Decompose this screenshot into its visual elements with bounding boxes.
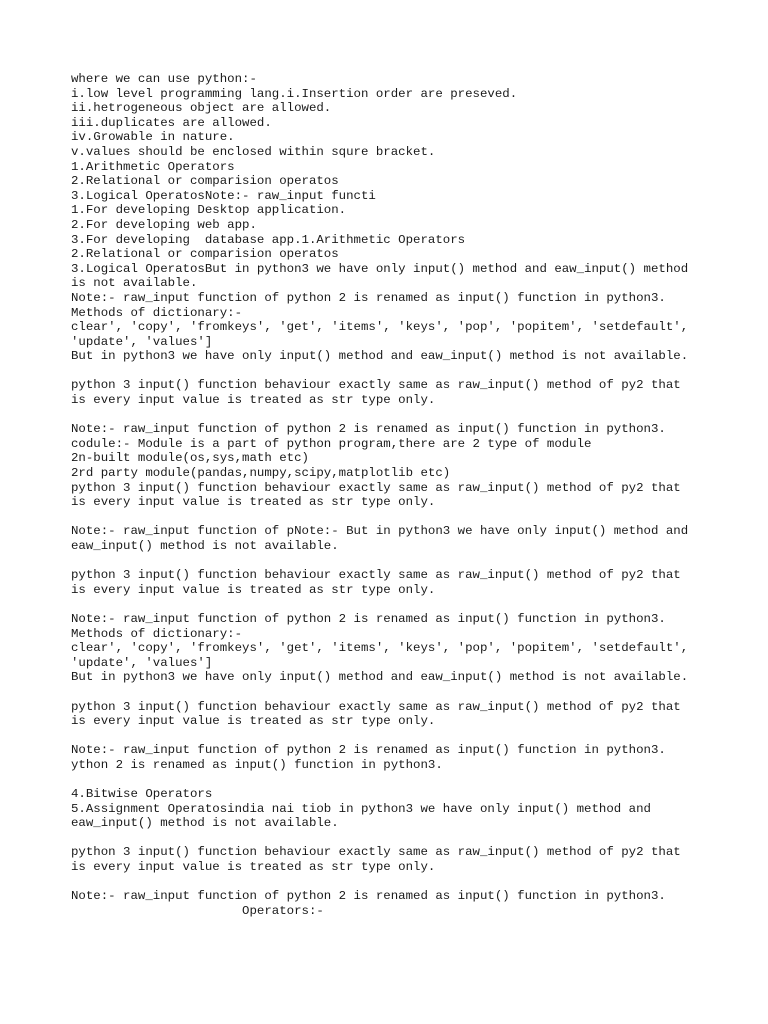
text-line: i.low level programming lang.i.Insertion order are preseved. xyxy=(71,86,518,101)
text-line: python 3 input() function behaviour exactly same as raw_input() method of py2 that xyxy=(71,378,681,393)
text-line xyxy=(71,831,711,846)
text-line: 3.Logical OperatosBut in python3 we have only input() method and eaw_input() method xyxy=(71,261,689,276)
text-line xyxy=(71,729,711,744)
text-line: Methods of dictionary:- xyxy=(71,626,243,641)
text-line: is every input value is treated as str type only. xyxy=(71,860,436,875)
text-line: 'update', 'values'] xyxy=(71,655,213,670)
text-line xyxy=(71,597,711,612)
text-line: is not available. xyxy=(71,276,198,291)
text-line: is every input value is treated as str type only. xyxy=(71,495,436,510)
text-line: ii.hetrogeneous object are allowed. xyxy=(71,101,332,116)
text-line: 3.Logical OperatosNote:- raw_input functi xyxy=(71,188,376,203)
text-line: iv.Growable in nature. xyxy=(71,130,235,145)
text-line: python 3 input() function behaviour exactly same as raw_input() method of py2 that xyxy=(71,568,681,583)
text-line: 2.Relational or comparision operatos xyxy=(71,174,339,189)
text-line: is every input value is treated as str type only. xyxy=(71,714,436,729)
text-line: clear', 'copy', 'fromkeys', 'get', 'items', 'keys', 'pop', 'popitem', 'setdefault', xyxy=(71,641,689,656)
text-line: python 3 input() function behaviour exactly same as raw_input() method of py2 that xyxy=(71,699,681,714)
text-line: Operators:- xyxy=(71,903,324,918)
text-line: python 3 input() function behaviour exactly same as raw_input() method of py2 that xyxy=(71,480,681,495)
text-line: Note:- raw_input function of python 2 is renamed as input() function in python3. xyxy=(71,290,666,305)
text-line xyxy=(71,554,711,569)
text-line: clear', 'copy', 'fromkeys', 'get', 'items', 'keys', 'pop', 'popitem', 'setdefault', xyxy=(71,320,689,335)
text-line: where we can use python:- xyxy=(71,72,257,86)
text-line: iii.duplicates are allowed. xyxy=(71,115,272,130)
text-line: eaw_input() method is not available. xyxy=(71,816,339,831)
text-line: 1.For developing Desktop application. xyxy=(71,203,347,218)
text-line: Methods of dictionary:- xyxy=(71,305,243,320)
text-line xyxy=(71,408,711,423)
text-line: is every input value is treated as str type only. xyxy=(71,393,436,408)
text-line: eaw_input() method is not available. xyxy=(71,539,339,553)
text-line: Note:- raw_input function of pNote:- But in python3 we have only input() method and xyxy=(71,524,689,539)
text-line xyxy=(71,875,711,890)
text-line: is every input value is treated as str type only. xyxy=(71,582,436,597)
text-line: 3.For developing database app.1.Arithmetic Operators xyxy=(71,232,466,247)
text-line: 5.Assignment Operatosindia nai tiob in python3 we have only input() method and xyxy=(71,801,651,816)
text-line xyxy=(71,773,711,788)
text-line: 2.For developing web app. xyxy=(71,217,257,232)
document-text xyxy=(71,72,711,918)
text-line xyxy=(71,510,711,525)
text-line: Note:- raw_input function of python 2 is renamed as input() function in python3. xyxy=(71,743,666,758)
text-line: ython 2 is renamed as input() function in python3. xyxy=(71,757,443,772)
text-line: python 3 input() function behaviour exactly same as raw_input() method of py2 that xyxy=(71,845,681,860)
text-line: 2n-built module(os,sys,math etc) xyxy=(71,451,309,466)
text-line: 2rd party module(pandas,numpy,scipy,matplotlib etc) xyxy=(71,466,451,481)
text-line: But in python3 we have only input() method and eaw_input() method is not available. xyxy=(71,349,689,364)
text-line xyxy=(71,685,711,700)
text-line: codule:- Module is a part of python program,there are 2 type of module xyxy=(71,436,592,451)
text-line: 2.Relational or comparision operatos xyxy=(71,247,339,262)
text-line: Note:- raw_input function of python 2 is renamed as input() function in python3. xyxy=(71,889,666,904)
text-line: 'update', 'values'] xyxy=(71,334,213,349)
text-line: But in python3 we have only input() method and eaw_input() method is not available. xyxy=(71,670,689,685)
text-line xyxy=(71,364,711,379)
text-line: v.values should be enclosed within squre bracket. xyxy=(71,144,436,159)
text-line: Note:- raw_input function of python 2 is renamed as input() function in python3. xyxy=(71,611,666,626)
text-line: 4.Bitwise Operators xyxy=(71,787,213,802)
text-line: Note:- raw_input function of python 2 is renamed as input() function in python3. xyxy=(71,422,666,437)
text-line: 1.Arithmetic Operators xyxy=(71,159,235,174)
